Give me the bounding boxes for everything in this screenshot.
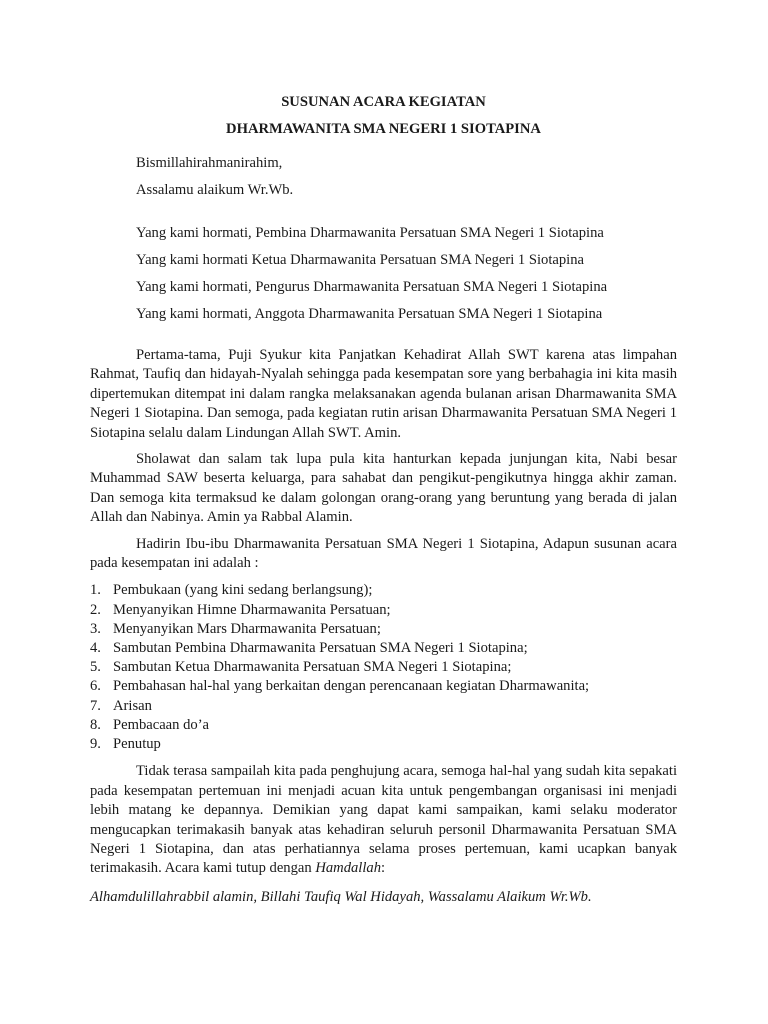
respect-block	[90, 223, 677, 324]
agenda-number: 8.	[90, 716, 101, 733]
body-paragraph: Sholawat dan salam tak lupa pula kita hanturkan kepada junjungan kita, Nabi besar Muhammad SAW beserta keluarga, para sahabat dan pengikut-pengikutnya hingga akhir zaman. Dan semoga kita termaksud ke dalam golongan orang-orang yang beruntung yang berada di jalan Allah dan Nabinya. Amin ya Rabbal Alamin.	[90, 451, 677, 526]
agenda-item	[90, 581, 677, 600]
agenda-text: Arisan	[113, 697, 152, 714]
greeting-line: Bismillahirahmanirahim,	[136, 155, 283, 171]
agenda-number: 2.	[90, 601, 101, 618]
respect-line: Yang kami hormati, Pembina Dharmawanita Persatuan SMA Negeri 1 Siotapina	[136, 225, 604, 241]
body-paragraph: Pertama-tama, Puji Syukur kita Panjatkan Kehadirat Allah SWT karena atas limpahan Rahmat, Taufiq dan hidayah-Nyalah sehingga pada kesempatan sore yang berbahagia ini kita masih dipertemukan ditempat ini dalam rangka melaksanakan agenda bulanan arisan Dharmawanita SMA Negeri 1 Siotapina. Dan semoga, pada kegiatan rutin arisan Dharmawanita Persatuan SMA Negeri 1 Siotapina selalu dalam Lindungan Allah SWT. Amin.	[90, 347, 677, 441]
document-page	[90, 92, 677, 907]
final-salutation: Alhamdulillahrabbil alamin, Billahi Taufiq Wal Hidayah, Wassalamu Alaikum Wr.Wb.	[90, 888, 592, 905]
agenda-text: Pembacaan do’a	[113, 716, 210, 733]
agenda-item	[90, 639, 677, 658]
agenda-item	[90, 620, 677, 639]
closing-italic-text: Hamdallah	[315, 860, 381, 877]
agenda-text: Sambutan Ketua Dharmawanita Persatuan SMA Negeri 1 Siotapina;	[113, 659, 512, 676]
closing-text: Tidak terasa sampailah kita pada penghujung acara, semoga hal-hal yang sudah kita sepakati pada kesempatan pertemuan ini menjadi acuan kita untuk pengembangan organisasi ini menjadi lebih matang ke depannya. Demikian yang dapat kami sampaikan, kami selaku moderator mengucapkan terimakasih banyak atas kehadiran seluruh personil Dharmawanita Persatuan SMA Negeri 1 Siotapina, dan atas perhatiannya selama proses pertemuan, kami ucapkan banyak terimakasih. Acara kami tutup dengan	[90, 763, 677, 877]
respect-line: Yang kami hormati Ketua Dharmawanita Persatuan SMA Negeri 1 Siotapina	[136, 252, 584, 268]
agenda-text: Pembukaan (yang kini sedang berlangsung);	[113, 582, 373, 599]
agenda-item	[90, 601, 677, 620]
greeting-block	[90, 153, 677, 200]
respect-line: Yang kami hormati, Pengurus Dharmawanita Persatuan SMA Negeri 1 Siotapina	[136, 279, 608, 295]
agenda-number: 6.	[90, 678, 101, 695]
agenda-list	[90, 581, 677, 754]
agenda-item	[90, 716, 677, 735]
agenda-number: 3.	[90, 620, 101, 637]
greeting-line: Assalamu alaikum Wr.Wb.	[136, 182, 294, 198]
agenda-text: Sambutan Pembina Dharmawanita Persatuan SMA Negeri 1 Siotapina;	[113, 640, 528, 657]
agenda-text: Pembahasan hal-hal yang berkaitan dengan perencanaan kegiatan Dharmawanita;	[113, 678, 590, 695]
document-title: SUSUNAN ACARA KEGIATAN	[281, 94, 486, 110]
agenda-item	[90, 658, 677, 677]
agenda-number: 4.	[90, 640, 101, 657]
agenda-item	[90, 677, 677, 696]
document-subtitle: DHARMAWANITA SMA NEGERI 1 SIOTAPINA	[226, 121, 541, 137]
agenda-number: 5.	[90, 659, 101, 676]
agenda-item	[90, 735, 677, 754]
agenda-text: Menyanyikan Mars Dharmawanita Persatuan;	[113, 620, 381, 637]
body-paragraph: Hadirin Ibu-ibu Dharmawanita Persatuan SMA Negeri 1 Siotapina, Adapun susunan acara pada kesempatan ini adalah :	[90, 535, 677, 572]
agenda-text: Menyanyikan Himne Dharmawanita Persatuan;	[113, 601, 391, 618]
closing-end-text: :	[381, 860, 386, 877]
agenda-text: Penutup	[113, 736, 161, 753]
respect-line: Yang kami hormati, Anggota Dharmawanita Persatuan SMA Negeri 1 Siotapina	[136, 306, 603, 322]
closing-paragraph	[90, 762, 677, 878]
agenda-number: 9.	[90, 736, 101, 753]
agenda-item	[90, 697, 677, 716]
agenda-number: 1.	[90, 582, 101, 599]
agenda-number: 7.	[90, 697, 101, 714]
